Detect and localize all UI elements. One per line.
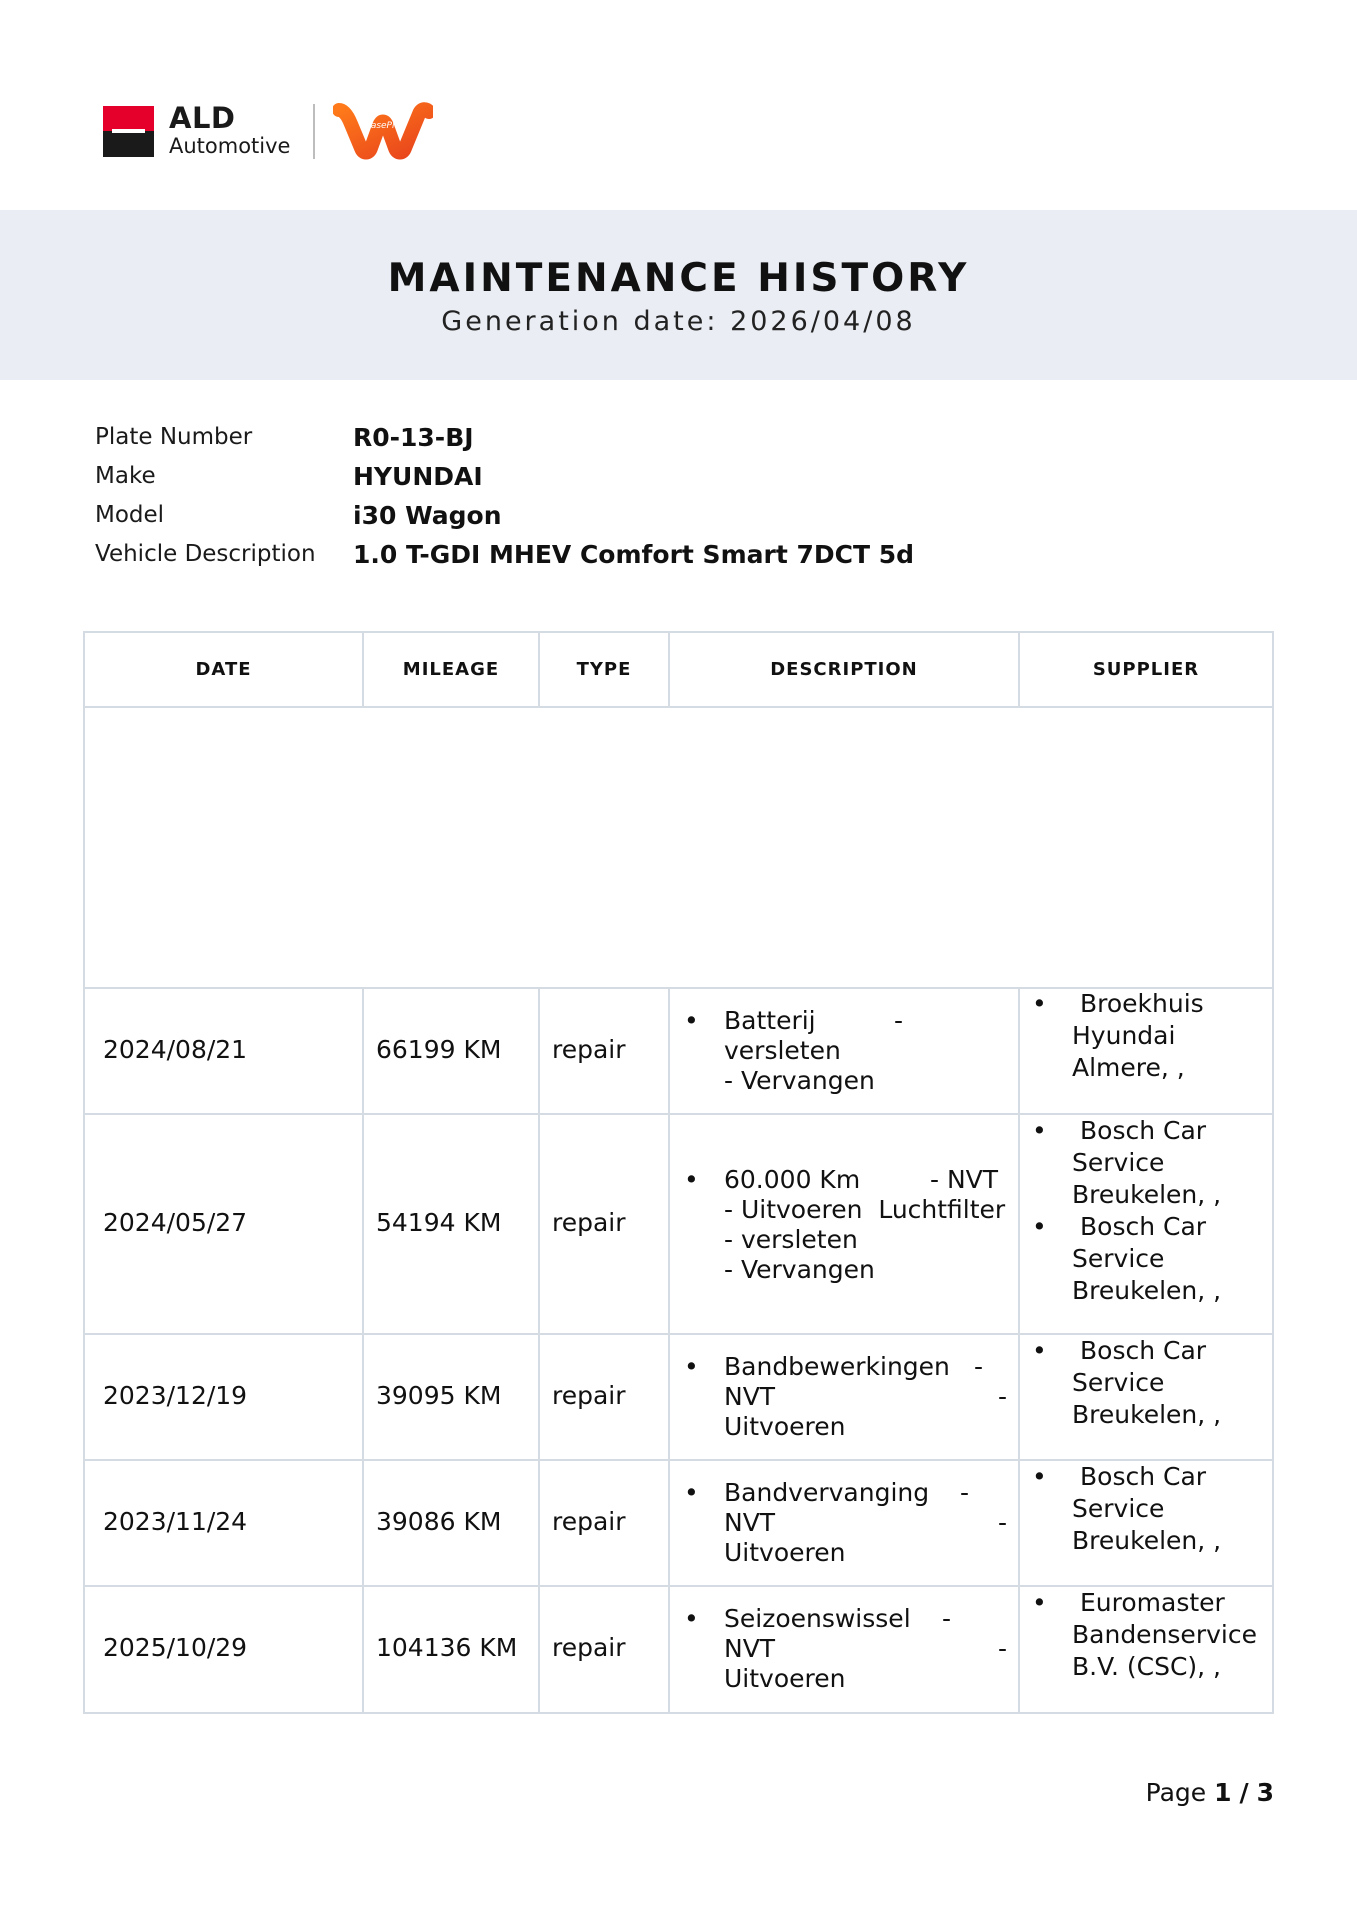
description-line: - Uitvoeren Luchtfilter (724, 1195, 1006, 1224)
row-mileage: 39086 KM (376, 1507, 502, 1536)
row-description (684, 1165, 1014, 1285)
column-header-type: TYPE (576, 658, 632, 680)
row-type: repair (552, 1381, 626, 1410)
logo-area (103, 101, 443, 166)
description-line: - Vervangen (724, 1255, 875, 1284)
supplier-line: Bosch Car (1080, 1212, 1207, 1241)
row-type: repair (552, 1035, 626, 1064)
column-divider (538, 987, 540, 1714)
supplier-line: Bosch Car (1080, 1116, 1207, 1145)
column-header-supplier: SUPPLIER (1092, 658, 1200, 680)
supplier-line: Breukelen, , (1072, 1400, 1222, 1429)
row-supplier (1032, 1461, 1272, 1561)
page-label: Page (1145, 1778, 1207, 1807)
description-line: Uitvoeren (724, 1412, 846, 1441)
description-line: Bandvervanging (724, 1478, 930, 1507)
bullet-icon: • (684, 1352, 699, 1381)
row-description (684, 1478, 1008, 1568)
supplier-line: Hyundai (1072, 1021, 1176, 1050)
row-date: 2025/10/29 (103, 1633, 248, 1662)
page-separator: / (1239, 1778, 1249, 1807)
description-dash: - (998, 1382, 1008, 1411)
supplier-line: Service (1072, 1368, 1165, 1397)
row-type: repair (552, 1633, 626, 1662)
description-line: - versleten (724, 1225, 858, 1254)
row-date: 2023/11/24 (103, 1507, 248, 1536)
description-dash: - (998, 1634, 1008, 1663)
column-divider (668, 987, 670, 1714)
vehicle-description-value: 1.0 T-GDI MHEV Comfort Smart 7DCT 5d (353, 540, 915, 569)
bullet-icon: • (1032, 989, 1047, 1018)
title-banner (0, 210, 1357, 380)
row-supplier (1032, 1115, 1272, 1315)
row-mileage: 104136 KM (376, 1633, 518, 1662)
bullet-icon: • (684, 1006, 699, 1035)
supplier-line: B.V. (CSC), , (1072, 1652, 1221, 1681)
row-supplier (1032, 988, 1272, 1088)
ald-logo-line2: Automotive (169, 134, 291, 158)
logo-divider (313, 104, 315, 159)
plate-number-label: Plate Number (95, 424, 253, 450)
column-header-mileage: MILEAGE (402, 658, 500, 680)
row-date: 2023/12/19 (103, 1381, 248, 1410)
supplier-line: Almere, , (1072, 1053, 1185, 1082)
bullet-icon: • (1032, 1336, 1047, 1365)
description-line: 60.000 Km (724, 1165, 861, 1194)
page-total: 3 (1256, 1778, 1274, 1807)
page-number (1146, 1778, 1274, 1807)
description-line: - NVT (930, 1165, 999, 1194)
description-line: - Vervangen (724, 1066, 875, 1095)
supplier-line: Broekhuis (1080, 989, 1204, 1018)
svg-text:LeasePlan: LeasePlan (360, 121, 406, 131)
description-dash: - (960, 1478, 970, 1507)
row-type: repair (552, 1208, 626, 1237)
description-line: versleten (724, 1036, 841, 1065)
supplier-line: Bosch Car (1080, 1336, 1207, 1365)
supplier-line: Service (1072, 1494, 1165, 1523)
description-line: Uitvoeren (724, 1538, 846, 1567)
supplier-line: Breukelen, , (1072, 1276, 1222, 1305)
model-label: Model (95, 502, 165, 528)
description-line: Batterij (724, 1006, 816, 1035)
ald-logo-text (169, 102, 290, 158)
description-dash: - (942, 1604, 952, 1633)
column-divider (362, 987, 364, 1714)
supplier-line: Breukelen, , (1072, 1180, 1222, 1209)
supplier-line: Service (1072, 1148, 1165, 1177)
row-supplier (1032, 1335, 1272, 1435)
model-value: i30 Wagon (353, 501, 502, 530)
column-divider (1018, 987, 1020, 1714)
make-label: Make (95, 463, 156, 489)
bullet-icon: • (1032, 1116, 1047, 1145)
row-mileage: 39095 KM (376, 1381, 502, 1410)
bullet-icon: • (684, 1165, 699, 1194)
column-header-description: DESCRIPTION (770, 658, 918, 680)
row-date: 2024/08/21 (103, 1035, 248, 1064)
description-line: Seizoenswissel (724, 1604, 911, 1633)
description-line: Bandbewerkingen (724, 1352, 950, 1381)
make-value: HYUNDAI (353, 462, 483, 491)
bullet-icon: • (684, 1478, 699, 1507)
generation-date: Generation date: 2026/04/08 (441, 306, 916, 337)
description-dash: - (974, 1352, 984, 1381)
leaseplan-logo (333, 100, 433, 162)
bullet-icon: • (684, 1604, 699, 1633)
bullet-icon: • (1032, 1212, 1047, 1241)
row-description (684, 1006, 1008, 1096)
supplier-line: Bandenservice (1072, 1620, 1257, 1649)
supplier-line: Bosch Car (1080, 1462, 1207, 1491)
row-mileage: 66199 KM (376, 1035, 502, 1064)
row-supplier (1032, 1587, 1272, 1687)
vehicle-description-label: Vehicle Description (95, 541, 316, 567)
description-line: NVT (724, 1508, 776, 1537)
ald-logo-line1: ALD (169, 101, 236, 135)
row-date: 2024/05/27 (103, 1208, 248, 1237)
ald-logo-mark (103, 106, 154, 157)
page-title: MAINTENANCE HISTORY (387, 256, 970, 301)
plate-number-value: R0-13-BJ (353, 423, 474, 452)
column-header-date: DATE (195, 658, 252, 680)
supplier-line: Service (1072, 1244, 1165, 1273)
supplier-line: Breukelen, , (1072, 1526, 1222, 1555)
row-type: repair (552, 1507, 626, 1536)
bullet-icon: • (1032, 1588, 1047, 1617)
row-description (684, 1604, 1008, 1694)
description-line: NVT (724, 1382, 776, 1411)
supplier-line: Euromaster (1080, 1588, 1225, 1617)
description-line: NVT (724, 1634, 776, 1663)
description-dash: - (998, 1508, 1008, 1537)
description-dash: - (894, 1006, 904, 1035)
page-current: 1 (1214, 1778, 1232, 1807)
row-mileage: 54194 KM (376, 1208, 502, 1237)
description-line: Uitvoeren (724, 1664, 846, 1693)
row-description (684, 1352, 1008, 1442)
bullet-icon: • (1032, 1462, 1047, 1491)
